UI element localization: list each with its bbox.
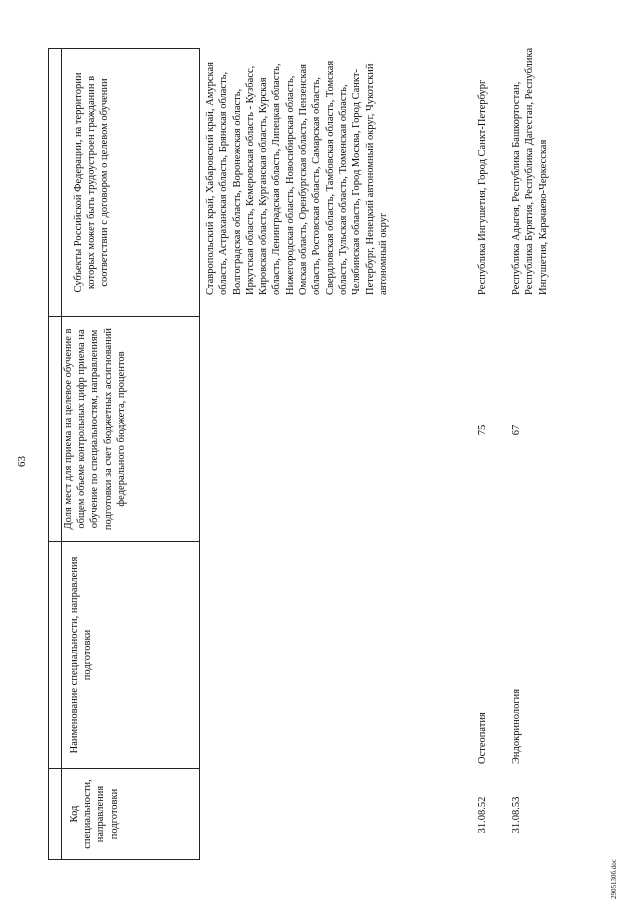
- row-2-regions: Республика Адыгея, Республика Башкортостан, Республика Бурятия, Республика Дагестан, Республика Ингушетия, Карачаево-Черкесская: [511, 47, 549, 295]
- row-0-regions: Ставропольский край, Хабаровский край, Амурская область, Астраханская область, Брянская область, Волгоградская область, Воронежская область, Иркутская область, Кемеровская область - Кузбасс, Кировская область, Курганская область, Курская область, Ленинградская область, Липецкая область, Нижегородская область, Новосибирская область, Омская область, Оренбургская область, Пензенская область, Ростовская область, Самарская область, Свердловская область, Тамбовская область, Томская область, Тульская область, Тюменская область, Челябинская область, Город Москва, Город Санкт-Петербург, Ненецкий автономный округ, Чукотский автономный округ: [205, 60, 389, 295]
- header-regions: Субъекты Российской Федерации, на территории которых может быть трудоустроен гражданин в соответствии с договором о целевом обучении: [73, 72, 111, 293]
- page-number: 63: [16, 456, 28, 467]
- header-share: Доля мест для приема на целевое обучение в общем объеме контрольных цифр приема на обучение по специальностям, направлениям подготовки за счет бюджетных ассигнований федерального бюджета, процентов: [63, 327, 127, 531]
- row-2-share: 67: [511, 424, 522, 436]
- footer-code: 2905130б.doc: [610, 859, 618, 899]
- row-1-code: 31.08.52: [477, 796, 488, 834]
- row-2-name: Эндокринология: [511, 688, 522, 764]
- row-1-share: 75: [477, 424, 488, 436]
- header-code: Код специальности, направления подготовки: [69, 779, 120, 849]
- row-2-code: 31.08.53: [511, 796, 522, 834]
- row-1-name: Остеопатия: [477, 712, 488, 764]
- header-name: Наименование специальности, направления подготовки: [69, 556, 94, 754]
- row-1-regions: Республика Ингушетия, Город Санкт-Петербург: [477, 79, 488, 295]
